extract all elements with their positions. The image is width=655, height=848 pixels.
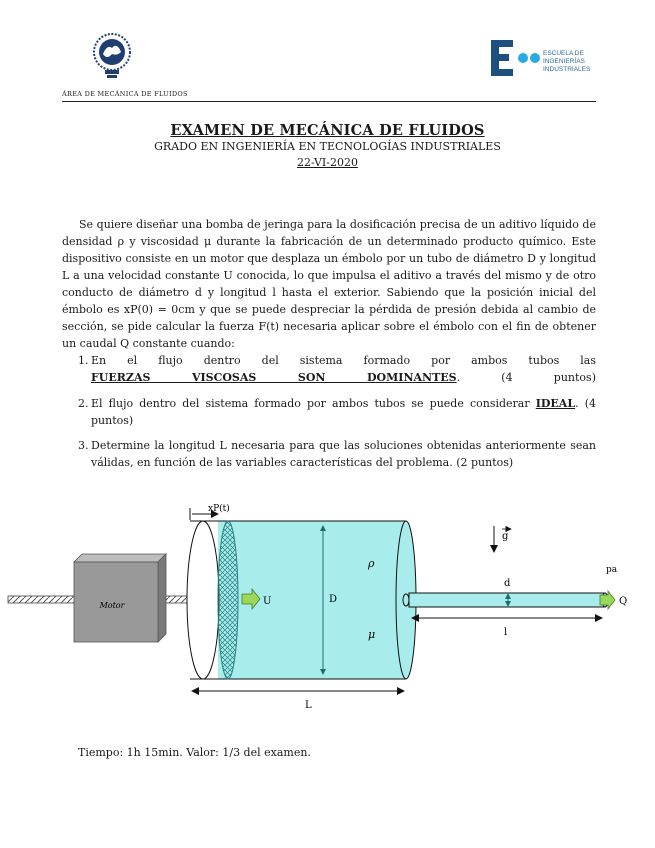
exam-title: EXAMEN DE MECÁNICA DE FLUIDOS	[170, 122, 485, 139]
plunger	[218, 521, 238, 679]
problem-statement: Se quiere diseñar una bomba de jeringa para la dosificación precisa de un aditivo líquido de densidad ρ y viscosidad μ durante la fabricación de un determinado producto químico. Este dispositivo consiste en un motor que desplaza un émbolo por un tubo de diámetro D y longitud L a una velocidad constante U conocida, lo que impulsa el aditivo a través del mismo y de otro conducto de diámetro d y longitud l hasta el exterior. Sabiendo que la posición inicial del émbolo es xP(0) = 0cm y que se puede despreciar la pérdida de presión debida al cambio de sección, se pide calcular la fuerza F(t) necesaria aplicar sobre el émbolo con el fin de obtener un caudal Q constante cuando:	[62, 218, 596, 350]
length-label: L	[305, 700, 312, 711]
school-logo	[491, 40, 541, 78]
exam-subtitle: GRADO EN INGENIERÍA EN TECNOLOGÍAS INDUSTRIALES	[154, 140, 501, 153]
question-1: 1. En el flujo dentro del sistema formado por ambos tubos las FUERZAS VISCOSAS SON DOMINANTES. (4 puntos)	[78, 354, 596, 384]
velocity-label: U	[263, 596, 272, 607]
university-seal-logo	[93, 30, 131, 86]
exam-date: 22-VI-2020	[297, 156, 358, 169]
school-name: ESCUELA DE INGENIERÍAS INDUSTRIALES	[543, 50, 591, 73]
cylinder-entrance	[187, 521, 219, 679]
syringe-pump-diagram	[0, 490, 655, 720]
viscosity-label: μ	[368, 628, 376, 641]
flow-rate-label: Q	[619, 596, 628, 607]
gravity-label: g	[502, 531, 509, 542]
question-2: 2. El flujo dentro del sistema formado por ambos tubos se puede considerar IDEAL. (4 puntos)	[78, 397, 596, 427]
motor-label: Motor	[99, 601, 125, 610]
ambient-pressure-label: pa	[606, 565, 618, 575]
density-label: ρ	[368, 557, 375, 570]
tube-diameter-label: d	[504, 578, 511, 589]
exam-duration-note: Tiempo: 1h 15min. Valor: 1/3 del examen.	[78, 746, 311, 759]
position-label: xP(t)	[208, 504, 230, 514]
motor-box	[74, 554, 166, 562]
question-3: 3. Determine la longitud L necesaria para que las soluciones obtenidas anteriormente sean válidas, en función de las variables características del problema. (2 puntos)	[78, 439, 596, 469]
diameter-label: D	[329, 594, 338, 605]
header-divider	[62, 101, 596, 102]
outlet-tube	[409, 593, 605, 607]
tube-length-label: l	[504, 627, 508, 638]
department-label: ÁREA DE MECÁNICA DE FLUIDOS	[62, 90, 188, 98]
